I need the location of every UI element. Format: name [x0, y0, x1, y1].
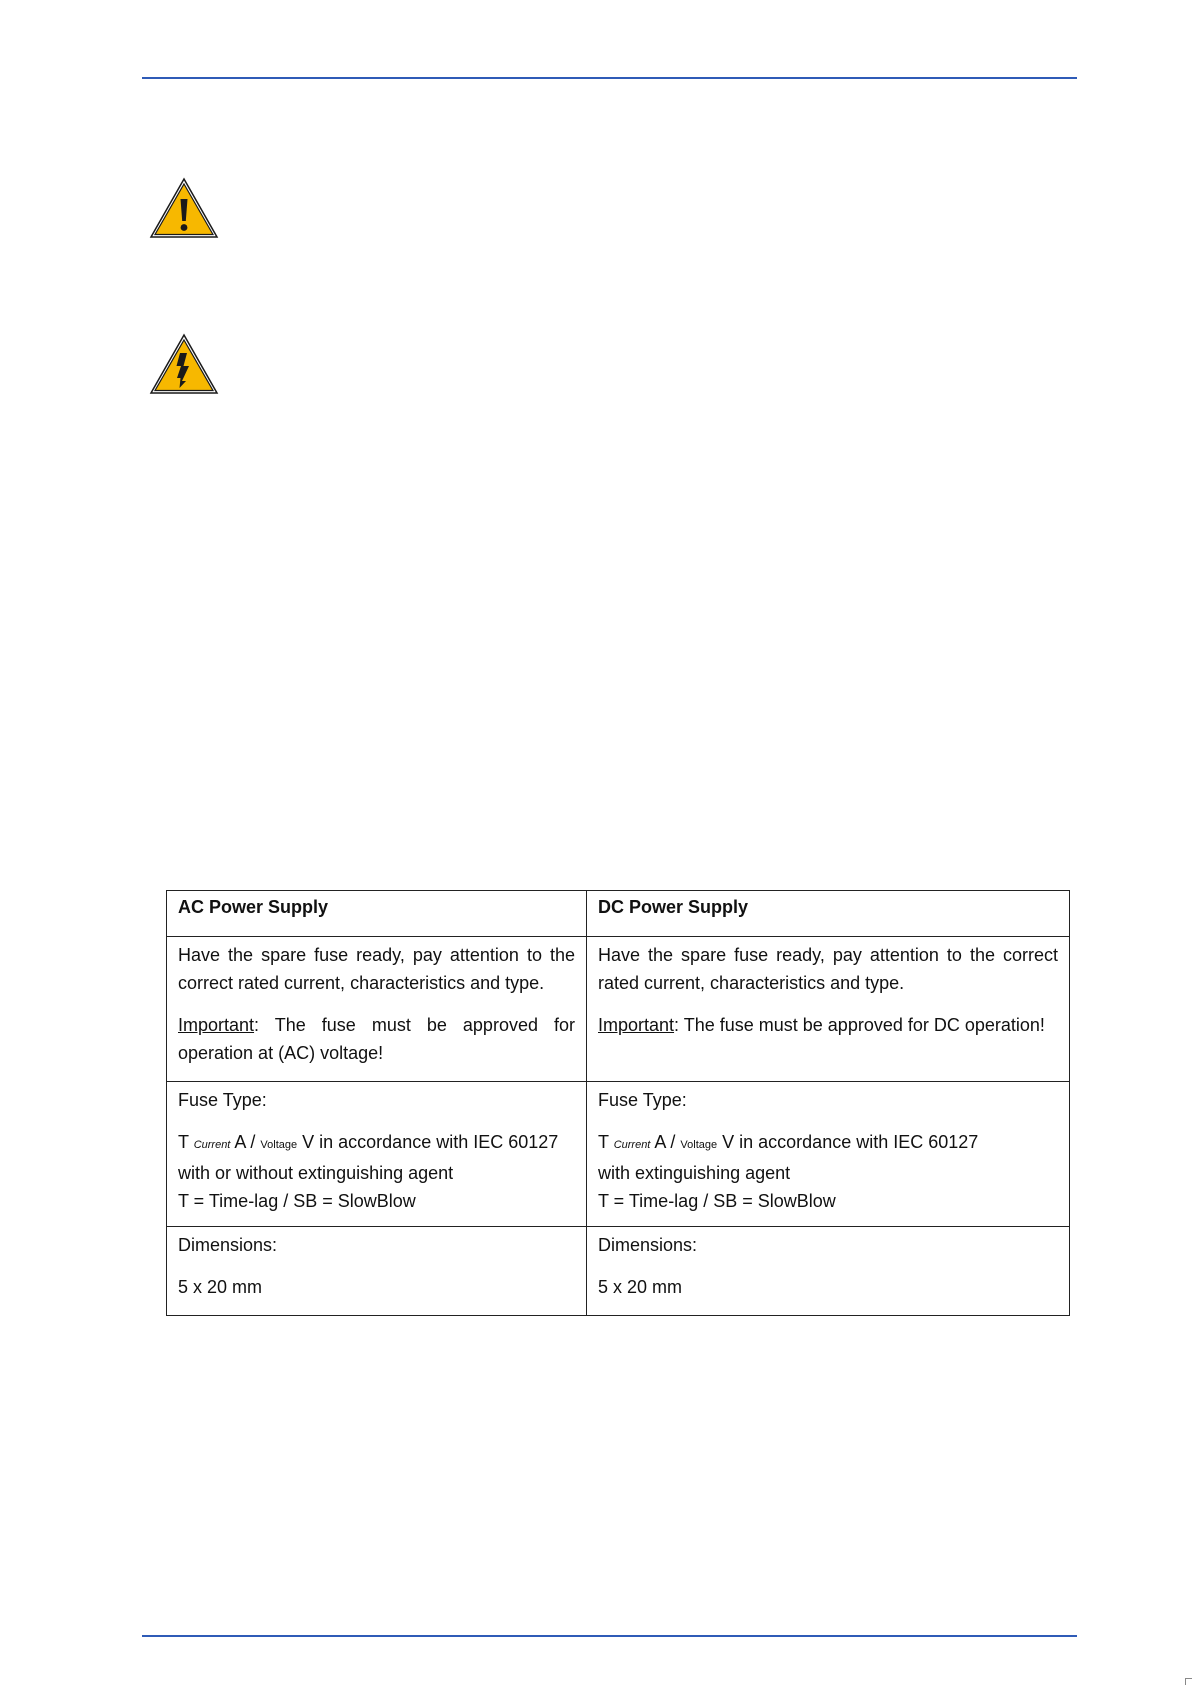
table-row — [167, 1227, 1070, 1316]
ac-fuse-t: T — [178, 1132, 189, 1152]
table-cell — [587, 1082, 1070, 1227]
table-cell — [167, 1227, 587, 1316]
ac-fuse-a: A / — [234, 1132, 256, 1152]
ac-current-sub: Current — [193, 1139, 231, 1151]
table-header-cell — [587, 891, 1070, 937]
ac-dimensions-value: 5 x 20 mm — [178, 1277, 263, 1297]
ac-important-text: : The fuse must be approved for operation at (AC) voltage! — [178, 1015, 575, 1063]
ac-fuse-spec — [178, 1128, 575, 1159]
dc-important — [598, 1011, 1058, 1039]
ac-voltage-sub: Voltage — [260, 1139, 298, 1151]
dc-fuse-legend: T = Time-lag / SB = SlowBlow — [598, 1191, 836, 1211]
ac-fuse-v-text: V in accordance with IEC 60127 — [302, 1132, 559, 1152]
ac-fuse-legend: T = Time-lag / SB = SlowBlow — [178, 1191, 416, 1211]
table-header-row — [167, 891, 1070, 937]
dc-fuse-v-text: V in accordance with IEC 60127 — [722, 1132, 979, 1152]
fuse-comparison-table — [166, 890, 1070, 1316]
dc-fuse-agent: with extinguishing agent — [598, 1163, 791, 1183]
dc-fuse-spec — [598, 1128, 1058, 1159]
page-corner-mark — [1185, 1678, 1192, 1685]
warning-triangle-icon — [149, 177, 219, 239]
table-cell — [587, 1227, 1070, 1316]
ac-dimensions-label: Dimensions: — [178, 1235, 278, 1255]
ac-fuse-type-label: Fuse Type: — [178, 1090, 267, 1110]
dc-dimensions-label: Dimensions: — [598, 1235, 698, 1255]
dc-important-text: : The fuse must be approved for DC operation! — [674, 1015, 1045, 1035]
ac-important — [178, 1011, 575, 1067]
footer-rule — [142, 1635, 1077, 1637]
table-row — [167, 937, 1070, 1082]
table-header-cell — [167, 891, 587, 937]
dc-important-label: Important — [598, 1015, 675, 1035]
header-rule — [142, 77, 1077, 79]
ac-header: AC Power Supply — [178, 897, 329, 917]
dc-header: DC Power Supply — [598, 897, 749, 917]
dc-fuse-type-label: Fuse Type: — [598, 1090, 687, 1110]
table-cell — [587, 937, 1070, 1082]
ac-fuse-agent: with or without extinguishing agent — [178, 1163, 454, 1183]
table-cell — [167, 1082, 587, 1227]
ac-important-label: Important — [178, 1015, 255, 1035]
high-voltage-icon — [149, 333, 219, 395]
dc-dimensions-value: 5 x 20 mm — [598, 1277, 683, 1297]
table-row — [167, 1082, 1070, 1227]
table-cell — [167, 937, 587, 1082]
ac-intro: Have the spare fuse ready, pay attention to the correct rated current, characteristics and type. — [178, 945, 575, 993]
dc-fuse-t: T — [598, 1132, 609, 1152]
dc-voltage-sub: Voltage — [680, 1139, 718, 1151]
dc-current-sub: Current — [613, 1139, 651, 1151]
dc-fuse-a: A / — [654, 1132, 676, 1152]
dc-intro: Have the spare fuse ready, pay attention to the correct rated current, characteristics and type. — [598, 945, 1058, 993]
